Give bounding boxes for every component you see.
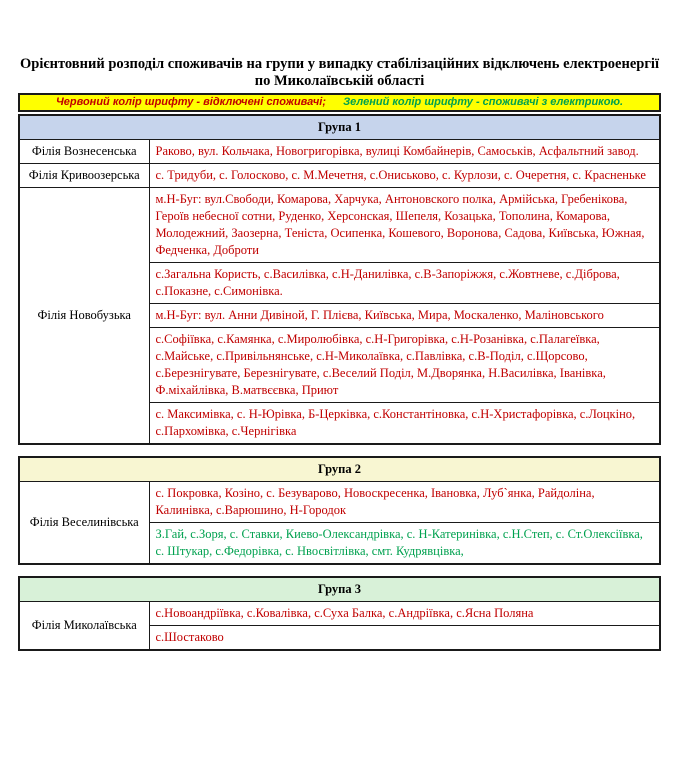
group3-header: Група 3	[19, 577, 660, 602]
page-title: Орієнтовний розподіл споживачів на групи у випадку стабілізаційних відключень електроенергії по Миколаївській області	[20, 56, 659, 89]
branch-novobuzka-label: Філія Новобузька	[19, 188, 149, 445]
consumer-list: с. Тридуби, с. Голосково, с. М.Мечетня, с.Ониськово, с. Курлози, с. Очеретня, с. Красненьке	[149, 164, 660, 188]
consumer-list: Раково, вул. Кольчака, Новогригорівка, вулиці Комбайнерів, Самоськів, Асфальтний завод.	[149, 140, 660, 164]
table-row	[19, 482, 660, 523]
branch-mykolaivska-label: Філія Миколаївська	[19, 602, 149, 651]
group1-header: Група 1	[19, 115, 660, 140]
table-row	[19, 140, 660, 164]
consumer-list: с.Софіївка, с.Камянка, с.Миролюбівка, с.Н-Григорівка, с.Н-Розанівка, с.Палагеївка, с.Майське, с.Привільнянське, с.Н-Миколаївка, с.Павлівка, с.В-Поділ, с.Щорсово, с.Березнігувате, Березнігувате, с.Веселий Поділ, М.Дворянка, Н.Василівка, Іванівка, Ф.міхайлівка, В.матвєєвка, Приют	[149, 328, 660, 403]
group3-table	[18, 576, 661, 651]
consumer-list: м.Н-Буг: вул.Свободи, Комарова, Харчука, Антоновского полка, Армійська, Гребенікова, Героїв небесної сотни, Руденко, Херсонская, Шепеля, Козацька, Тополина, Комарова, Молодежний, Заозерна, Теніста, Осипенка, Кошевого, Воронова, Садова, Київська, Южная, Федченка, Доброти	[149, 188, 660, 263]
legend-powered-label: Зелений колір шрифту - споживачі з електрикою.	[343, 96, 624, 109]
consumer-list: м.Н-Буг: вул. Анни Дивіной, Г. Плієва, Київська, Мира, Москаленко, Маліновського	[149, 304, 660, 328]
group2-header: Група 2	[19, 457, 660, 482]
group2-table	[18, 456, 661, 565]
branch-voznesenska-label: Філія Вознесенська	[19, 140, 149, 164]
table-row	[19, 188, 660, 263]
legend-bar	[18, 93, 661, 112]
consumer-list: с.Новоандріївка, с.Ковалівка, с.Суха Балка, с.Андріївка, с.Ясна Поляна	[149, 602, 660, 626]
branch-kryvoozerska-label: Філія Кривоозерська	[19, 164, 149, 188]
group1-table	[18, 114, 661, 445]
consumer-list: с.Загальна Користь, с.Василівка, с.Н-Данилівка, с.В-Запоріжжя, с.Жовтневе, с.Діброва, с.Показне, с.Симонівка.	[149, 263, 660, 304]
table-row	[19, 577, 660, 602]
table-row	[19, 164, 660, 188]
table-row	[19, 115, 660, 140]
legend-disconnected-label: Червоний колір шрифту - відключені споживачі;	[55, 96, 327, 109]
consumer-list: с. Покровка, Козіно, с. Безуварово, Новоскресенка, Івановка, Луб`янка, Райдоліна, Калинівка, с.Варюшино, Н-Городок	[149, 482, 660, 523]
consumer-list: с. Максимівка, с. Н-Юрівка, Б-Церківка, с.Константіновка, с.Н-Христафорівка, с.Лоцкіно, с.Пархомівка, с.Чернігівка	[149, 403, 660, 445]
table-row	[19, 602, 660, 626]
consumer-list: З.Гай, с.Зоря, с. Ставки, Киево-Олександрівка, с. Н-Катеринівка, с.Н.Степ, с. Ст.Олексіївка, с. Штукар, с.Федорівка, с. Нвосвітлівка, смт. Кудрявцівка,	[149, 523, 660, 565]
branch-veselynivska-label: Філія Веселинівська	[19, 482, 149, 565]
consumer-list: с.Шостаково	[149, 626, 660, 651]
table-row	[19, 457, 660, 482]
